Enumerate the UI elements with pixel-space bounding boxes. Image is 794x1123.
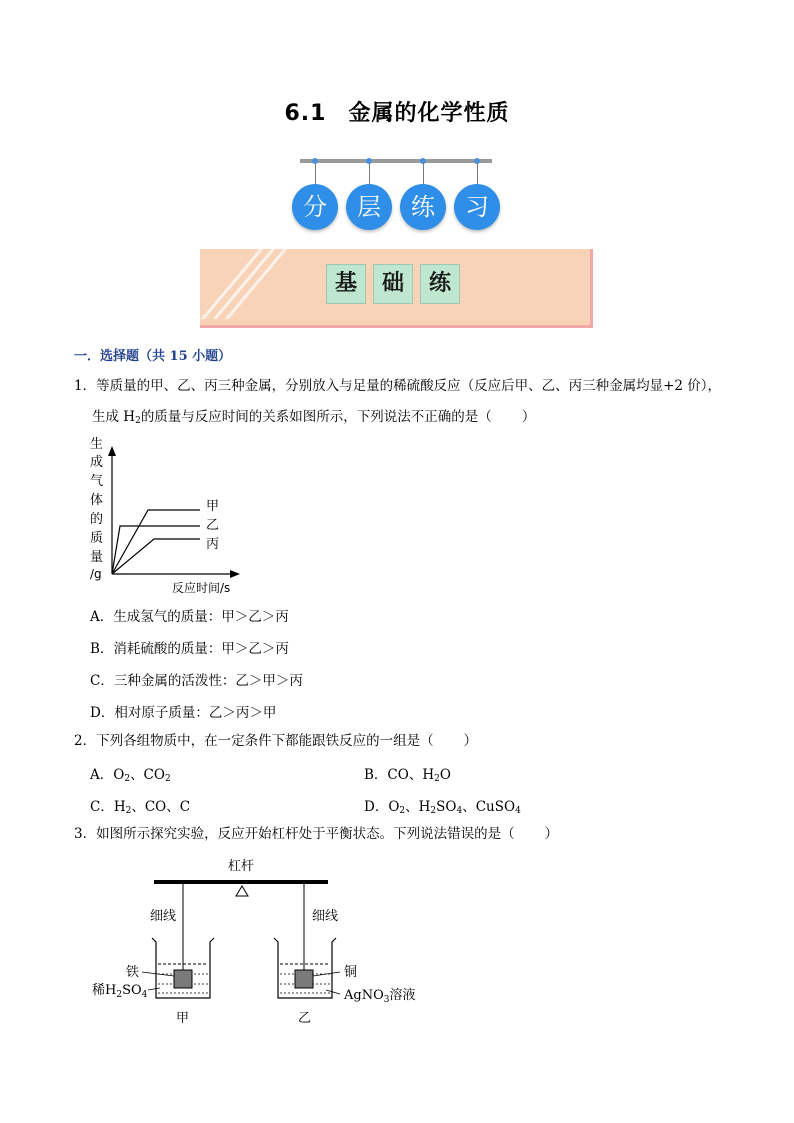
section-heading: 一．选择题（共 15 小题）: [74, 349, 232, 364]
series-line-jia: [112, 510, 200, 574]
hanger-bar: [300, 159, 492, 163]
ylabel-char: 的: [90, 512, 104, 527]
series-line-bing: [112, 539, 200, 574]
x-axis-label: 反应时间/s: [172, 581, 231, 595]
q3-lever-figure: [86, 852, 426, 1032]
iron-block: [174, 970, 192, 988]
ylabel-char: 量: [90, 550, 104, 565]
hanger-string: [315, 163, 316, 185]
q1-option-b[interactable]: B．消耗硫酸的质量：甲＞乙＞丙: [90, 641, 289, 657]
q1-line2-pre: 生成 H: [92, 409, 136, 425]
beaker-right: [274, 938, 336, 998]
q2-stem-text: 2．下列各组物质中，在一定条件下都能跟铁反应的一组是（: [74, 733, 434, 749]
copper-label: 铜: [344, 965, 358, 980]
y-axis-arrow: [108, 446, 116, 456]
banner-badge: 练: [420, 264, 460, 304]
q1-option-c[interactable]: C．三种金属的活泼性：乙＞甲＞丙: [90, 673, 303, 689]
x-axis-arrow: [230, 570, 240, 578]
hanger-string: [423, 163, 424, 185]
iron-pointer: [142, 972, 174, 976]
series-label-bing: 丙: [206, 537, 220, 552]
q1-option-d[interactable]: D．相对原子质量：乙＞丙＞甲: [90, 705, 277, 721]
q1-gas-mass-chart: [86, 434, 266, 604]
q2-option-d[interactable]: D．$O_2$、$H_2SO_4$、CuSO$_4$: [364, 799, 521, 816]
acid-pointer: [148, 988, 160, 990]
section-title: 金属的化学性质: [348, 101, 510, 126]
series-label-jia: 甲: [206, 499, 220, 514]
q2-stem-end: ）: [463, 733, 478, 749]
beaker-label-right: 乙: [298, 1011, 312, 1026]
ylabel-char: 生: [90, 437, 104, 452]
hanger-circle-fen: 分: [292, 184, 338, 230]
hanger-circle-xi: 习: [454, 184, 500, 230]
q2-option-b[interactable]: B．CO、$H_2O$: [364, 767, 451, 784]
hanger-circle-lian: 练: [400, 184, 446, 230]
q2-option-a[interactable]: A．$O_2$、$CO_2$: [90, 767, 171, 784]
hanger-circle-ceng: 层: [346, 184, 392, 230]
beaker-label-left: 甲: [176, 1011, 190, 1026]
q1-line2: [92, 407, 535, 431]
banner-stripe: [225, 249, 288, 319]
thread-label-right: 细线: [312, 909, 339, 924]
q1-line2-post: 的质量与反应时间的关系如图所示，下列说法不正确的是（: [140, 409, 492, 425]
fulcrum-icon: [236, 886, 248, 896]
ylabel-char: 质: [90, 531, 104, 546]
q1-option-a[interactable]: A．生成氢气的质量：甲＞乙＞丙: [90, 609, 289, 625]
q1-line2-end: ）: [521, 409, 536, 425]
banner-badge: 基: [326, 264, 366, 304]
y-unit: /g: [90, 567, 102, 581]
thread-label-left: 细线: [150, 909, 177, 924]
ylabel-char: 气: [90, 474, 104, 489]
q3-stem-end: ）: [544, 826, 559, 842]
iron-label: 铁: [126, 965, 140, 980]
copper-block: [295, 970, 313, 988]
series-label-yi: 乙: [206, 518, 220, 533]
section-number: 6.1: [284, 101, 327, 126]
q3-stem-text: 3．如图所示探究实验，反应开始杠杆处于平衡状态。下列说法错误的是（: [74, 826, 515, 842]
ylabel-char: 成: [90, 455, 104, 470]
q1-sub: 2: [135, 416, 141, 426]
q3-stem: [74, 824, 558, 844]
q1-line1: 1．等质量的甲、乙、丙三种金属，分别放入与足量的稀硫酸反应（反应后甲、乙、丙三种金属均显+2 价），: [74, 378, 722, 394]
q2-option-c[interactable]: C．$H_2$、CO、C: [90, 799, 191, 816]
silver-nitrate-label: AgNO$_3$溶液: [344, 988, 416, 1005]
banner-badge: 础: [373, 264, 413, 304]
q2-stem: [74, 731, 477, 751]
hanger-string: [477, 163, 478, 185]
ylabel-char: 体: [90, 493, 104, 508]
lever-label: 杠杆: [228, 859, 255, 874]
banner-stripe: [213, 249, 276, 319]
silver-pointer: [326, 990, 340, 994]
lever-bar: [154, 880, 328, 884]
level-banner: [200, 249, 593, 328]
page-title: [0, 96, 794, 127]
hanger-string: [369, 163, 370, 185]
acid-label: 稀$H_2SO_4$: [92, 983, 148, 1000]
